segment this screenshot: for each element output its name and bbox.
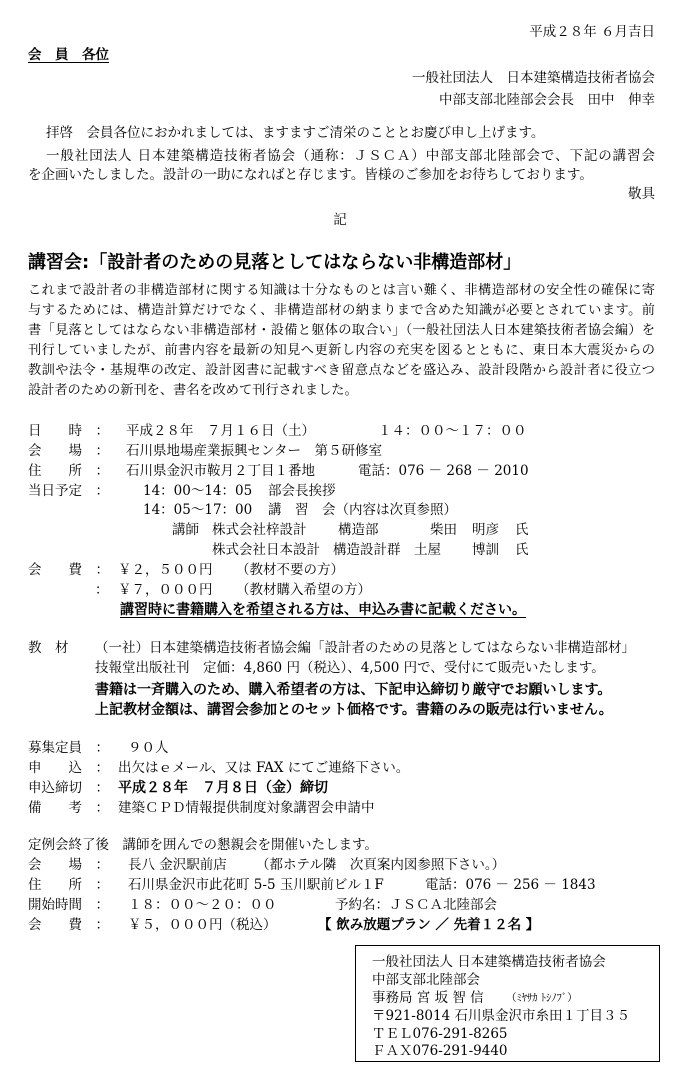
seminar-title: 講習会:「設計者のための見落としてはならない非構造部材」 [28, 252, 522, 273]
greeting-line: 一般社団法人 日本建築構造技術者協会（通称：ＪＳＣＡ）中部支部北陸部会で、下記の講習会 [46, 148, 655, 164]
description-line: 与するためには、構造計算だけでなく、非構造部材の納まりまで含めた知識が必要とされています。前 [28, 303, 655, 318]
fee-label: 会 費 ： [28, 562, 109, 578]
capacity-value: ９０人 [128, 740, 169, 756]
sender-organization: 一般社団法人 日本建築構造技術者協会 [412, 70, 655, 86]
datetime-time: １４：００～１７：００ [378, 423, 527, 439]
party-intro: 定例会終了後 講師を囲んでの懇親会を開催いたします。 [28, 837, 378, 853]
application-method-value: 出欠はｅメール、又は FAX にてご連絡下さい。 [118, 760, 410, 776]
party-venue-label: 会 場 ： [28, 857, 109, 873]
textbook-publisher: 技報堂出版社刊 定価：4,860 円（税込）、4,500 円で、受付にて販売いたします。 [95, 660, 605, 676]
venue-label: 会 場 ： [28, 443, 109, 459]
party-reservation-name: 予約名：ＪＳＣＡ北陸部会 [335, 897, 497, 913]
schedule-time: 14：00～14：05 [143, 483, 253, 499]
contact-box [355, 945, 660, 1062]
contact-tel: ＴＥＬ076-291-8265 [372, 1026, 508, 1042]
lecturer-dept: 構造設計群 [333, 542, 401, 558]
sender-name: 中部支部北陸部会会長 田中 伸幸 [439, 92, 655, 108]
party-phone: 電話：076 － 256 － 1843 [425, 877, 596, 893]
address-value: 石川県金沢市鞍月２丁目１番地 [126, 463, 315, 479]
lecturer-honorific: 氏 [515, 542, 529, 558]
lecturer-prefix: 講師 [172, 522, 199, 538]
contact-fax: ＦＡＸ076-291-9440 [372, 1043, 508, 1059]
application-method-label: 申 込 ： [28, 760, 109, 776]
party-fee-label: 会 費 ： [28, 917, 109, 933]
fee-colon: ： [95, 582, 109, 598]
ki-heading: 記 [333, 212, 347, 228]
fee-amount: ￥７，０００円 [118, 582, 213, 598]
schedule-event: 部会長挨拶 [268, 483, 336, 499]
lecturer-surname: 柴田 [430, 522, 457, 538]
schedule-label: 当日予定 ： [28, 483, 109, 499]
lecturer-given-name: 博訓 [472, 542, 499, 558]
contact-secretariat-kana: （ﾐﾔｻｶ ﾄｼﾉﾌﾞ） [506, 992, 578, 1004]
party-venue-note: （都ホテル隣 次頁案内図参照下さい。） [256, 857, 506, 873]
lecturer-company: 株式会社梓設計 [212, 522, 307, 538]
contact-organization: 一般社団法人 日本建築構造技術者協会 [372, 954, 606, 970]
party-fee-value: ￥５，０００円（税込） [128, 917, 277, 933]
contact-branch: 中部支部北陸部会 [372, 972, 480, 988]
schedule-event: 講 習 会（内容は次頁参照） [268, 502, 457, 518]
lecturer-dept: 構造部 [338, 522, 379, 538]
greeting-closing: 敬具 [628, 186, 655, 202]
party-start-label: 開始時間 ： [28, 897, 109, 913]
address-label: 住 所 ： [28, 463, 109, 479]
textbook-notice: 上記教材金額は、講習会参加とのセット価格です。書籍のみの販売は行いません。 [95, 702, 613, 718]
textbook-title: （一社）日本建築構造技術者協会編「設計者のための見落としてはならない非構造部材」 [95, 640, 635, 656]
description-line: 刊行していましたが、前書内容を最新の知見へ更新し内容の充実を図るとともに、東日本大震災からの [28, 343, 655, 358]
remarks-label: 備 考 ： [28, 800, 109, 816]
party-address-label: 住 所 ： [28, 877, 109, 893]
contact-secretariat: 事務局 宮 坂 智 信 [372, 990, 484, 1006]
greeting-line: を企画いたしました。設計の一助になればと存じます。皆様のご参加をお待ちしております。 [28, 167, 593, 183]
description-line: 書「見落としてはならない非構造部材・設備と躯体の取合い」（一般社団法人日本建築技術者協会編）を [28, 323, 655, 338]
address-phone: 電話：076 － 268 － 2010 [358, 463, 529, 479]
lecturer-honorific: 氏 [515, 522, 529, 538]
deadline-value: 平成２８年 ７月８日（金）締切 [118, 780, 328, 796]
schedule-time: 14：05～17：00 [143, 502, 253, 518]
textbook-label: 教 材 [28, 640, 69, 656]
greeting-line: 拝啓 会員各位におかれましては、ますますご清栄のこととお慶び申し上げます。 [46, 125, 545, 141]
lecturer-given-name: 明彦 [472, 522, 499, 538]
capacity-label: 募集定員 ： [28, 740, 109, 756]
venue-value: 石川県地場産業振興センター 第５研修室 [126, 443, 382, 459]
description-line: 設計者のための新刊を、書名を改めて刊行されました。 [28, 383, 358, 398]
party-address-value: 石川県金沢市此花町 5-5 玉川駅前ビル１F [128, 877, 384, 893]
issue-date: 平成２８年 ６月吉日 [529, 24, 655, 40]
description-line: 教訓や法令・基規準の改定、設計図書に記載すべき留意点などを盛込み、設計段階から設計者に役立つ [28, 363, 655, 378]
addressee: 会 員 各位 [28, 47, 109, 63]
description-line: これまで設計者の非構造部材に関する知識は十分なものとは言い難く、非構造部材の安全性の確保に寄 [28, 283, 655, 298]
fee-amount: ￥２，５００円 [118, 562, 213, 578]
datetime-date: 平成２８年 ７月１６日（土） [126, 423, 315, 439]
remarks-value: 建築ＣＰＤ情報提供制度対象講習会申請中 [118, 800, 375, 816]
party-start-value: １８：００～２０：００ [128, 897, 277, 913]
fee-note: （教材購入希望の方） [236, 582, 371, 598]
contact-address: 〒921-8014 石川県金沢市糸田１丁目３５ [372, 1008, 630, 1024]
textbook-notice: 書籍は一斉購入のため、購入希望者の方は、下記申込締切り厳守でお願いします。 [95, 682, 612, 698]
book-purchase-notice: 講習時に書籍購入を希望される方は、申込み書に記載ください。 [120, 602, 526, 618]
lecturer-company: 株式会社日本設計 [212, 542, 320, 558]
datetime-label: 日 時 ： [28, 423, 109, 439]
deadline-label: 申込締切 ： [28, 780, 109, 796]
party-venue-value: 長八 金沢駅前店 [128, 857, 227, 873]
fee-note: （教材不要の方） [236, 562, 344, 578]
party-plan: 【 飲み放題プラン ／ 先着１２名 】 [318, 917, 540, 933]
lecturer-surname: 土屋 [414, 542, 441, 558]
